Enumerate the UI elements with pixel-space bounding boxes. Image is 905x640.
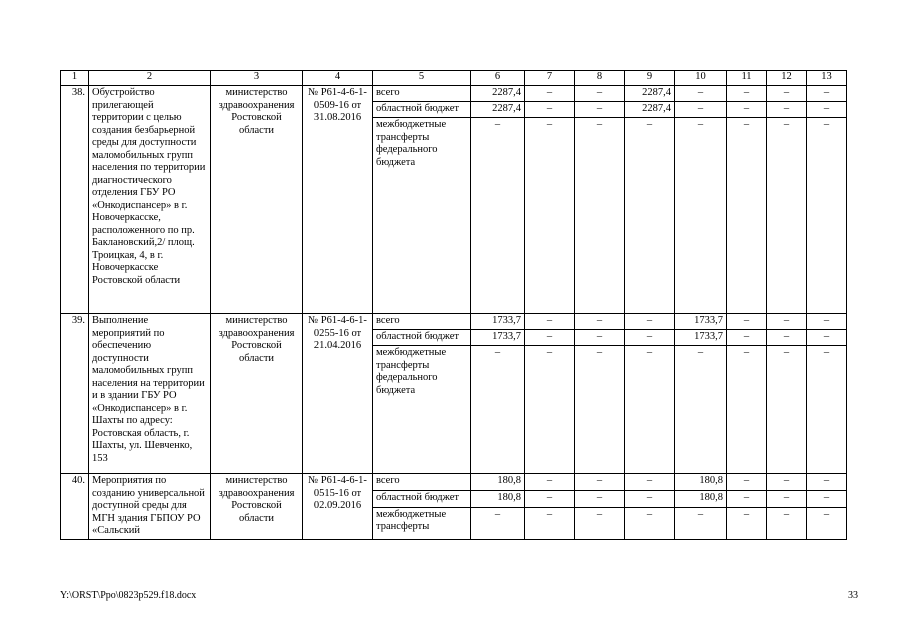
- value-cell: –: [767, 102, 807, 118]
- funding-source: всего: [373, 86, 471, 102]
- value-cell: 2287,4: [625, 86, 675, 102]
- file-path: Y:\ORST\Ppo\0823p529.f18.docx: [60, 590, 197, 601]
- value-cell: –: [807, 330, 847, 346]
- row-number: 38.: [61, 86, 89, 314]
- value-cell: –: [807, 86, 847, 102]
- value-cell: 1733,7: [471, 314, 525, 330]
- header-cell: 2: [89, 71, 211, 86]
- value-cell: –: [807, 118, 847, 314]
- value-cell: –: [675, 102, 727, 118]
- value-cell: –: [575, 474, 625, 491]
- value-cell: –: [807, 474, 847, 491]
- funding-source: всего: [373, 474, 471, 491]
- value-cell: 2287,4: [471, 86, 525, 102]
- value-cell: –: [727, 346, 767, 474]
- measure-name: Обустройство прилегающей территории с целью создания безбарьерной среды для доступности маломобильных групп населения по территории диагностического отделения ГБУ РО «Онкодиспансер» в г. Новочеркасске, расположенного по пр. Баклановский,2/ площ. Троицкая, 4, в г. Новочеркасске Ростовской области: [89, 86, 211, 314]
- value-cell: 1733,7: [471, 330, 525, 346]
- value-cell: –: [675, 118, 727, 314]
- value-cell: –: [727, 490, 767, 507]
- header-row: [61, 71, 847, 86]
- funding-source: областной бюджет: [373, 330, 471, 346]
- value-cell: –: [807, 346, 847, 474]
- value-cell: –: [625, 118, 675, 314]
- funding-source: межбюджетные трансферты федерального бюджета: [373, 118, 471, 314]
- value-cell: –: [807, 507, 847, 539]
- value-cell: 1733,7: [675, 330, 727, 346]
- header-cell: 13: [807, 71, 847, 86]
- value-cell: –: [625, 346, 675, 474]
- funding-source: всего: [373, 314, 471, 330]
- value-cell: –: [767, 346, 807, 474]
- header-cell: 11: [727, 71, 767, 86]
- value-cell: –: [625, 490, 675, 507]
- value-cell: –: [727, 474, 767, 491]
- value-cell: –: [727, 507, 767, 539]
- value-cell: –: [625, 314, 675, 330]
- value-cell: –: [807, 102, 847, 118]
- funding-source: межбюджетные трансферты федерального бюджета: [373, 346, 471, 474]
- value-cell: 180,8: [471, 474, 525, 491]
- value-cell: –: [727, 102, 767, 118]
- document-ref: № Р61-4-6-1-0515-16 от 02.09.2016: [303, 474, 373, 540]
- value-cell: –: [767, 86, 807, 102]
- header-cell: 5: [373, 71, 471, 86]
- row-number: 40.: [61, 474, 89, 540]
- value-cell: 2287,4: [471, 102, 525, 118]
- value-cell: –: [525, 118, 575, 314]
- table-row: [61, 314, 847, 330]
- value-cell: 180,8: [471, 490, 525, 507]
- value-cell: –: [767, 118, 807, 314]
- header-cell: 9: [625, 71, 675, 86]
- value-cell: –: [675, 86, 727, 102]
- header-cell: 10: [675, 71, 727, 86]
- value-cell: –: [625, 330, 675, 346]
- header-cell: 8: [575, 71, 625, 86]
- value-cell: –: [575, 102, 625, 118]
- value-cell: 2287,4: [625, 102, 675, 118]
- document-ref: № Р61-4-6-1-0509-16 от 31.08.2016: [303, 86, 373, 314]
- value-cell: 1733,7: [675, 314, 727, 330]
- header-cell: 1: [61, 71, 89, 86]
- value-cell: –: [727, 314, 767, 330]
- value-cell: –: [575, 346, 625, 474]
- header-cell: 7: [525, 71, 575, 86]
- value-cell: –: [525, 474, 575, 491]
- value-cell: –: [807, 490, 847, 507]
- document-ref: № Р61-4-6-1-0255-16 от 21.04.2016: [303, 314, 373, 474]
- measure-name: Мероприятия по созданию универсальной доступной среды для МГН здания ГБПОУ РО «Сальский: [89, 474, 211, 540]
- responsible-body: министерство здравоохранения Ростовской области: [211, 314, 303, 474]
- header-cell: 4: [303, 71, 373, 86]
- value-cell: –: [625, 507, 675, 539]
- value-cell: –: [675, 507, 727, 539]
- value-cell: –: [575, 330, 625, 346]
- funding-source: межбюджетные трансферты: [373, 507, 471, 539]
- value-cell: –: [525, 346, 575, 474]
- page-number: 33: [848, 590, 858, 601]
- value-cell: –: [727, 330, 767, 346]
- header-cell: 3: [211, 71, 303, 86]
- value-cell: –: [575, 314, 625, 330]
- value-cell: –: [525, 490, 575, 507]
- table-row: [61, 86, 847, 102]
- value-cell: –: [767, 490, 807, 507]
- value-cell: –: [575, 507, 625, 539]
- row-number: 39.: [61, 314, 89, 474]
- responsible-body: министерство здравоохранения Ростовской области: [211, 86, 303, 314]
- responsible-body: министерство здравоохранения Ростовской области: [211, 474, 303, 540]
- value-cell: –: [767, 314, 807, 330]
- value-cell: 180,8: [675, 490, 727, 507]
- measure-name: Выполнение мероприятий по обеспечению доступности маломобильных групп населения на территории и в здании ГБУ РО «Онкодиспансер» в г. Шахты по адресу: Ростовская область, г. Шахты, ул. Шевченко, 153: [89, 314, 211, 474]
- value-cell: –: [471, 346, 525, 474]
- funding-source: областной бюджет: [373, 102, 471, 118]
- value-cell: –: [767, 507, 807, 539]
- value-cell: –: [767, 474, 807, 491]
- value-cell: –: [727, 86, 767, 102]
- value-cell: –: [575, 86, 625, 102]
- value-cell: –: [625, 474, 675, 491]
- value-cell: –: [471, 507, 525, 539]
- value-cell: 180,8: [675, 474, 727, 491]
- value-cell: –: [525, 330, 575, 346]
- value-cell: –: [727, 118, 767, 314]
- table-body: [61, 71, 847, 540]
- value-cell: –: [675, 346, 727, 474]
- value-cell: –: [471, 118, 525, 314]
- value-cell: –: [575, 118, 625, 314]
- header-cell: 6: [471, 71, 525, 86]
- value-cell: –: [807, 314, 847, 330]
- value-cell: –: [525, 102, 575, 118]
- value-cell: –: [525, 86, 575, 102]
- funding-source: областной бюджет: [373, 490, 471, 507]
- table-row: [61, 474, 847, 491]
- budget-table: [60, 70, 847, 540]
- value-cell: –: [575, 490, 625, 507]
- value-cell: –: [767, 330, 807, 346]
- value-cell: –: [525, 314, 575, 330]
- header-cell: 12: [767, 71, 807, 86]
- value-cell: –: [525, 507, 575, 539]
